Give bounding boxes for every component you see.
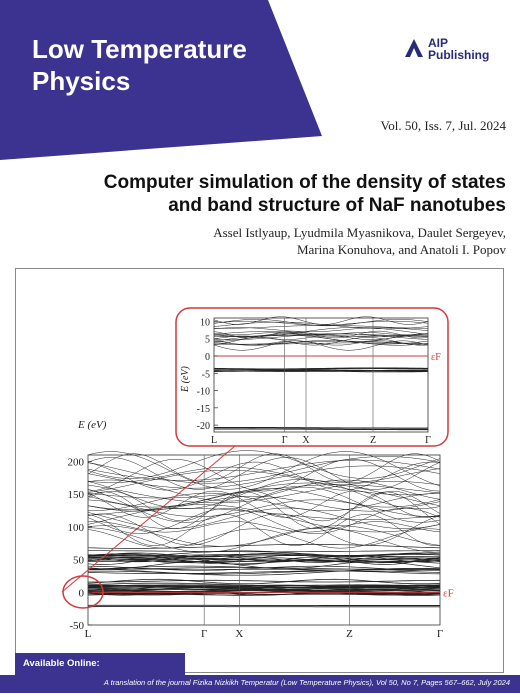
journal-title-line1: Low Temperature <box>32 34 247 64</box>
y-tick-label: 0 <box>205 352 210 363</box>
fermi-level-label: εF <box>443 587 454 599</box>
x-tick-label: X <box>235 628 243 640</box>
y-tick-label: -15 <box>197 404 210 415</box>
availability-notice[interactable]: Available Online: <box>15 653 185 675</box>
journal-title-line2: Physics <box>32 66 130 96</box>
x-tick-label: Z <box>346 628 353 640</box>
y-tick-label: 200 <box>68 457 85 469</box>
band-line <box>88 491 440 521</box>
article-authors-line2: Marina Konuhova, and Anatoli I. Popov <box>297 242 506 258</box>
x-tick-label: Γ <box>425 435 431 446</box>
x-tick-label: Γ <box>437 628 443 640</box>
publisher-name-line1: AIP <box>428 36 448 50</box>
band-line <box>88 544 440 548</box>
footer-text: A translation of the journal Fizika Nizkikh Temperatur (Low Temperature Physics), Vol 50, No 7, Pages 567–662, July 2024 <box>104 678 510 687</box>
y-tick-label: 100 <box>68 522 85 534</box>
x-tick-label: X <box>302 435 310 446</box>
volume-issue: Vol. 50, Iss. 7, Jul. 2024 <box>381 118 506 134</box>
y-tick-label: -5 <box>202 369 210 380</box>
article-title-line2: and band structure of NaF nanotubes <box>168 195 506 217</box>
y-tick-label: 0 <box>79 587 85 599</box>
y-tick-label: -10 <box>197 387 210 398</box>
x-tick-label: L <box>211 435 217 446</box>
y-tick-label: 50 <box>73 555 85 567</box>
y-tick-label: -50 <box>69 620 84 632</box>
y-axis-label: E (eV) <box>180 366 191 393</box>
band-line <box>88 505 440 532</box>
footer-bar <box>0 675 520 693</box>
main-band-lines <box>88 451 440 607</box>
y-axis-label: E (eV) <box>77 419 107 431</box>
y-tick-label: 150 <box>68 489 85 501</box>
article-authors-line1: Assel Istlyaup, Lyudmila Myasnikova, Daulet Sergeyev, <box>213 225 506 241</box>
fermi-level-label: εF <box>431 352 441 363</box>
y-tick-label: -20 <box>197 421 210 432</box>
x-tick-label: Z <box>370 435 376 446</box>
x-tick-label: Γ <box>282 435 288 446</box>
band-line <box>88 526 440 547</box>
x-tick-label: Γ <box>201 628 207 640</box>
y-tick-label: 5 <box>205 335 210 346</box>
x-tick-label: L <box>85 628 92 640</box>
y-tick-label: 10 <box>200 317 210 328</box>
article-title-line1: Computer simulation of the density of states <box>104 172 506 194</box>
band-line <box>88 580 440 582</box>
publisher-name-line2: Publishing <box>428 48 489 62</box>
